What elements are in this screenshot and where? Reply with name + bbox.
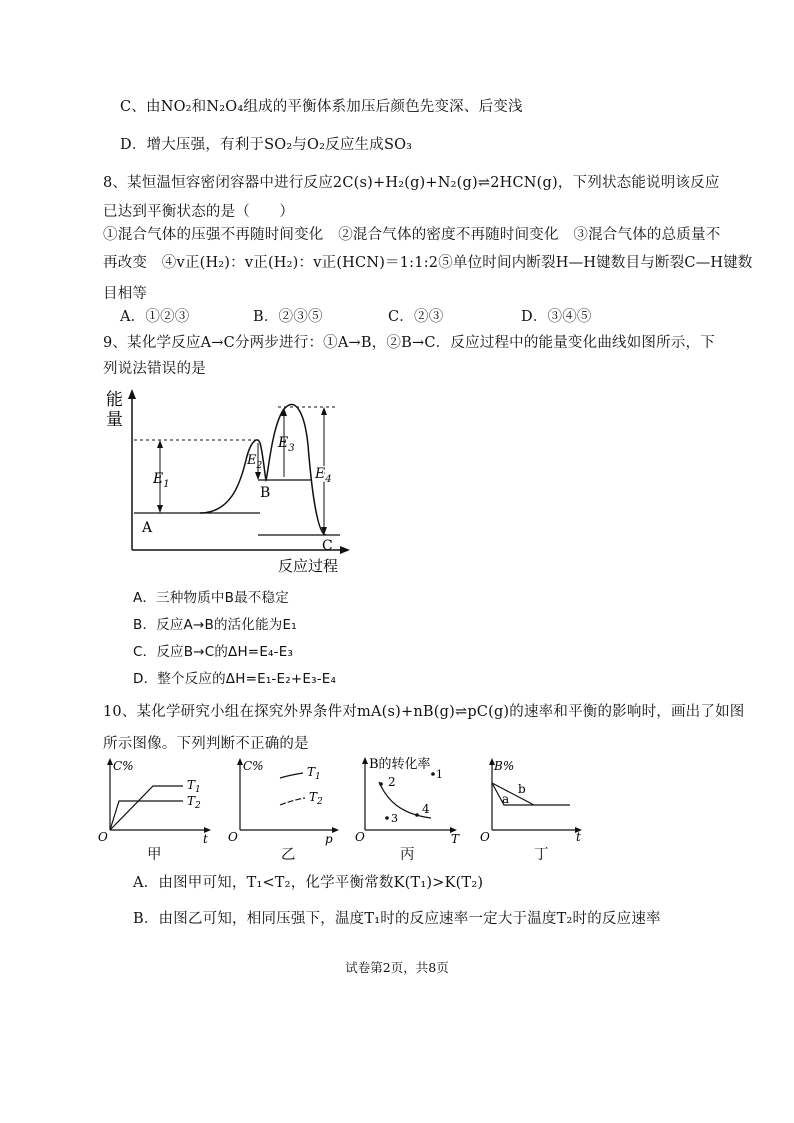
graph-ding-label-b: b [518,782,526,796]
graph-bing-point-4 [415,813,419,817]
q8-stem-line2: 已达到平衡状态的是（ ） [103,204,295,220]
graph-jia-t1-label: $T_1$ [187,778,201,795]
graph-jia-curve-t2 [110,801,183,830]
q9-option-c: C．反应B→C的ΔH=E₄-E₃ [133,644,294,660]
graph-bing-point-2 [379,782,383,786]
e4-arrow-head-icon [321,407,327,415]
graph-bing-origin: O [355,830,365,844]
label-a: A [142,520,153,536]
diagram-ylabel-2: 量 [106,410,123,430]
graph-yi-origin: O [228,830,238,844]
q8-conditions-line3: 目相等 [103,286,148,302]
graph-jia-xlabel: t [203,832,208,846]
q8-option-d: D．③④⑤ [521,309,592,325]
q7-option-d: D．增大压强，有利于SO₂与O₂反应生成SO₃ [120,137,413,153]
graph-ding-label-a: a [502,792,510,806]
graph-jia [95,755,215,850]
q8-option-a: A．①②③ [120,309,190,325]
graph-bing-point-3 [385,816,389,820]
graph-bing-xlabel: T [451,832,460,846]
graph-bing-caption: 丙 [400,847,415,863]
energy-profile-diagram [100,385,370,580]
q10-stem-line1: 10、某化学研究小组在探究外界条件对mA(s)+nB(g)⇌pC(g)的速率和平衡的影响时，画出了如图 [103,704,745,720]
graph-jia-caption: 甲 [147,847,162,863]
graph-yi-t1-label: $T_1$ [307,765,321,782]
e2-arrow-head-icon [255,472,261,480]
graph-ding-xlabel: t [576,830,581,844]
q9-option-a: A．三种物质中B最不稳定 [133,590,289,606]
graph-yi-ylabel: C% [243,759,264,773]
e3-label: $E_3$ [278,435,295,454]
label-b: B [260,485,271,501]
e1-label: $E_1$ [153,471,170,490]
graph-bing-label-2: 2 [388,775,396,789]
e1-arrow-head-icon [157,440,163,448]
q10-stem-line2: 所示图像。下列判断不正确的是 [103,736,309,752]
e4-label: $E_4$ [315,466,332,485]
page-footer: 试卷第2页，共8页 [345,960,449,975]
q7-option-c: C、由NO₂和N₂O₄组成的平衡体系加压后颜色先变深、后变浅 [120,99,523,115]
diagram-x-arrow-icon [340,546,350,554]
q8-stem-line1: 8、某恒温恒容密闭容器中进行反应2C(s)+H₂(g)+N₂(g)⇌2HCN(g)，下列状态能说明该反应 [103,175,720,191]
q9-stem-line1: 9、某化学反应A→C分两步进行：①A→B，②B→C．反应过程中的能量变化曲线如图所示，下 [103,335,715,351]
q10-option-a: A．由图甲可知，T₁<T₂，化学平衡常数K(T₁)>K(T₂) [133,875,484,891]
diagram-y-arrow-icon [128,389,136,399]
graph-bing-ylabel: B的转化率 [369,757,431,772]
graph-bing [355,752,467,850]
q8-option-c: C．②③ [388,309,444,325]
graph-ding-caption: 丁 [534,847,549,863]
graph-yi-t2-label: $T_2$ [309,790,323,807]
q9-option-b: B．反应A→B的活化能为E₁ [133,617,297,633]
diagram-xlabel: 反应过程 [278,557,339,575]
graph-bing-label-3: 3 [391,812,398,825]
e2-label: $E_2$ [247,453,263,471]
graph-yi [225,755,345,850]
graph-ding-ylabel: B% [494,759,515,773]
diagram-ylabel-1: 能 [106,390,123,410]
graph-yi-xlabel: p [325,832,333,846]
graph-yi-caption: 乙 [281,847,296,863]
graph-jia-origin: O [98,830,108,844]
graph-bing-label-1: 1 [436,768,443,781]
graph-jia-t2-label: $T_2$ [187,794,201,811]
q10-option-b: B．由图乙可知，相同压强下，温度T₁时的反应速率一定大于温度T₂时的反应速率 [133,911,661,927]
q8-option-b: B．②③⑤ [253,309,323,325]
graph-jia-ylabel: C% [113,759,134,773]
e1-arrow-tail-icon [157,505,163,513]
graph-bing-y-arrow-icon [362,757,368,764]
label-c: C [322,538,333,554]
energy-curve [200,404,326,535]
graph-yi-curve-t2 [280,798,305,805]
q8-conditions-line2: 再改变 ④v正(H₂)：v正(H₂)：v正(HCN)＝1:1:2⑤单位时间内断裂H—H键数目与断裂C—H键数 [103,255,753,271]
graph-jia-curve-t1 [110,786,183,830]
graph-ding [480,755,590,850]
graph-yi-curve-t1 [280,773,303,778]
q9-option-d: D．整个反应的ΔH=E₁-E₂+E₃-E₄ [133,671,337,687]
graph-yi-x-arrow-icon [332,827,339,833]
graph-bing-point-1 [431,772,435,776]
graph-bing-label-4: 4 [422,802,430,816]
graph-ding-origin: O [480,830,490,844]
q9-stem-line2: 列说法错误的是 [103,361,206,377]
q8-conditions-line1: ①混合气体的压强不再随时间变化 ②混合气体的密度不再随时间变化 ③混合气体的总质量不 [103,227,721,243]
